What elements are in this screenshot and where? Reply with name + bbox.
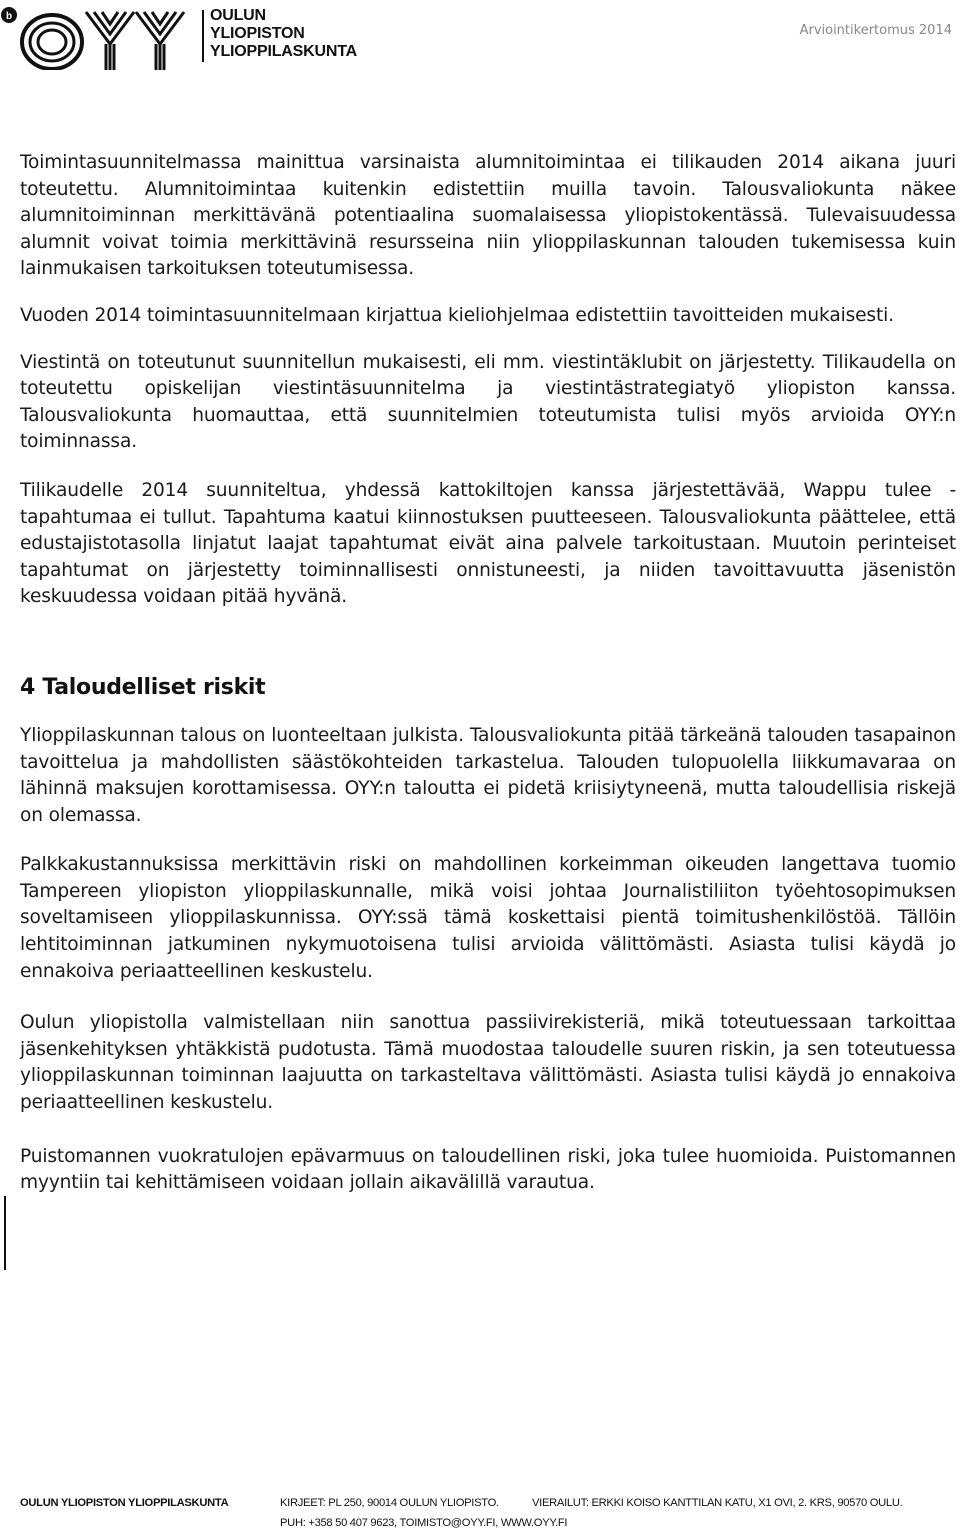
svg-text:b: b [5, 11, 13, 22]
paragraph: Puistomannen vuokratulojen epävarmuus on taloudellinen riski, joka tulee huomioida. Puistomannen myyntiin tai kehittämiseen voidaan jollain aikavälillä varautua. [20, 1145, 956, 1194]
paragraph: Oulun yliopistolla valmistellaan niin sanottua passiivirekisteriä, mikä toteutuessaan tarkoittaa jäsenkehityksen yhtäkkistä pudotusta. Tämä muodostaa taloudelle suuren riskin, ja sen toteutuessa ylioppilaskunnan toiminnan laajuutta on tarkasteltava välittömästi. Asiasta tulisi käydä jo ennakoiva periaatteellinen keskustelu. [20, 1012, 956, 1114]
org-name [210, 7, 357, 61]
paragraph: Palkkakustannuksissa merkittävin riski on mahdollinen korkeimman oikeuden langettava tuomio Tampereen yliopiston ylioppilaskunnalle, mikä voisi johtaa Journalistiliiton työehtosopimuksen soveltamiseen ylioppilaskunnissa. OYY:ssä tämä koskettaisi pientä toimitushenkilöstöä. Tällöin lehtitoiminnan jatkuminen nykymuotoisena tulisi arvioida välittömästi. Asiasta tulisi käydä jo ennakoiva periaatteellinen keskustelu. [20, 854, 956, 982]
paragraph: Ylioppilaskunnan talous on luonteeltaan julkista. Talousvaliokunta pitää tärkeänä talouden tasapainon tavoittelua ja mahdollisten säästökohteiden tarkastelua. Talouden tulopuolella liikkumavaraa on lähinnä maksujen korottamisessa. OYY:n taloutta ei pidetä kriisiytyneenä, mutta taloudellisia riskejä on olemassa. [20, 724, 956, 826]
oyy-logo [0, 4, 200, 70]
org-name-line: YLIOPISTON [210, 25, 305, 42]
footer-postal-address: KIRJEET: PL 250, 90014 OULUN YLIOPISTO. [280, 1497, 499, 1509]
org-name-line: OULUN [210, 7, 266, 24]
footer-contact: PUH: +358 50 407 9623, TOIMISTO@OYY.FI, WWW.OYY.FI [280, 1517, 568, 1529]
logo-divider [202, 10, 204, 62]
paragraph: Toimintasuunnitelmassa mainittua varsinaista alumnitoimintaa ei tilikauden 2014 aikana juuri toteutettu. Alumnitoimintaa kuitenkin edistettiin muilla tavoin. Talousvaliokunta näkee alumnitoiminnan merkittävänä potentiaalina suomalaisessa yliopistokentässä. Tulevaisuudessa alumnit voivat toimia merkittävinä resursseina niin ylioppilaskunnan talouden tukemisessa kuin lainmukaisen tarkoituksen toteutumisessa. [20, 152, 956, 280]
footer-visiting-address: VIERAILUT: ERKKI KOISO KANTTILAN KATU, X1 OVI, 2. KRS, 90570 OULU. [532, 1497, 903, 1509]
report-label: Arviointikertomus 2014 [799, 23, 952, 38]
paragraph: Vuoden 2014 toimintasuunnitelmaan kirjattua kieliohjelmaa edistettiin tavoitteiden mukaisesti. [20, 304, 894, 326]
org-name-line: YLIOPPILASKUNTA [210, 43, 357, 60]
page-header [0, 0, 960, 80]
footer-org: OULUN YLIOPISTON YLIOPPILASKUNTA [20, 1497, 229, 1509]
paragraph: Tilikaudelle 2014 suunniteltua, yhdessä kattokiltojen kanssa järjestettävää, Wappu tulee -tapahtumaa ei tullut. Tapahtuma kaatui kiinnostuksen puutteeseen. Talousvaliokunta päättelee, että edustajistotasolla linjatut laajat tapahtumat eivät aina palvele tarkoitustaan. Muutoin perinteiset tapahtumat on järjestetty toiminnallisesti onnistuneesti, ja niiden tavoittavuutta jäsenistön keskuudessa voidaan pitää hyvänä. [20, 479, 956, 608]
margin-change-bar [4, 1196, 6, 1270]
document-body [20, 150, 956, 1197]
section-heading: 4 Taloudelliset riskit [20, 674, 266, 700]
paragraph: Viestintä on toteutunut suunnitellun mukaisesti, eli mm. viestintäklubit on järjestetty. Tilikaudella on toteutettu opiskelijan viestintäsuunnitelma ja viestintästrategiatyö yliopiston kanssa. Talousvaliokunta huomauttaa, että suunnitelmien toteutumista tulisi myös arvioida OYY:n toiminnassa. [20, 351, 956, 453]
